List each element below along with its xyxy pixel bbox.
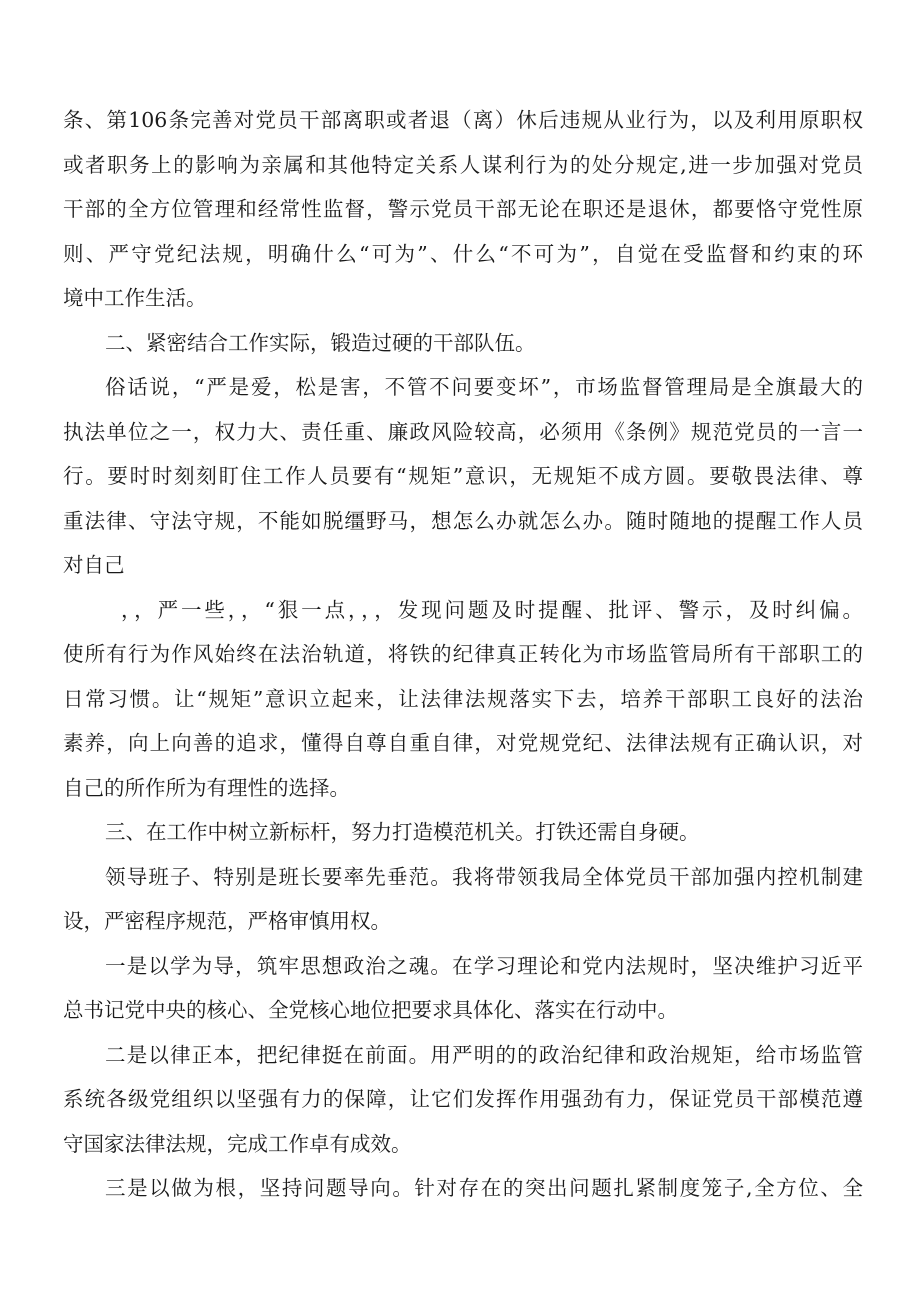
text-line: 俗话说，“严是爱，松是害，不管不问要变坏”，市场监督管理局是全旗最大的 (105, 375, 863, 399)
text-line: 使所有行为作风始终在法治轨道，将铁的纪律真正转化为市场监管局所有干部职工的 (63, 642, 863, 666)
text-line: 对自己 (63, 553, 125, 577)
text-line: 重法律、守法守规，不能如脱缰野马，想怎么办就怎么办。随时随地的提醒工作人员 (63, 508, 863, 533)
text-line: 日常习惯。让“规矩”意识立起来，让法律法规落实下去，培养干部职工良好的法治 (63, 686, 863, 711)
text-line: 三是以做为根，坚持问题导向。针对存在的突出问题扎紧制度笼子,全方位、全 (105, 1176, 863, 1200)
text-line: 干部的全方位管理和经常性监督，警示党员干部无论在职还是退休，都要恪守党性原 (63, 197, 863, 221)
section-heading: 二、紧密结合工作实际，锻造过硬的干部队伍。 (105, 330, 536, 355)
text-line: 境中工作生活。 (63, 286, 207, 310)
text-line: 自己的所作所为有理性的选择。 (63, 775, 350, 800)
document-body (63, 98, 863, 1211)
text-line: 二是以律正本，把纪律挺在前面。用严明的的政治纪律和政治规矩，给市场监管 (105, 1042, 863, 1067)
text-line: 系统各级党组织以坚强有力的保障，让它们发挥作用强劲有力，保证党员干部模范遵 (63, 1087, 863, 1111)
text-line: 条、第106条完善对党员干部离职或者退（离）休后违规从业行为，以及利用原职权 (63, 108, 863, 132)
text-line: 行。要时时刻刻盯住工作人员要有“规矩”意识，无规矩不成方圆。要敬畏法律、尊 (63, 464, 863, 488)
text-line: ，，严一些，，“狠一点，，，发现问题及时提醒、批评、警示，及时纠偏。 (121, 597, 863, 622)
text-line: 素养，向上向善的追求，懂得自尊自重自律，对党规党纪、法律法规有正确认识，对 (63, 731, 863, 755)
text-line: 守国家法律法规，完成工作卓有成效。 (63, 1131, 412, 1156)
text-line: 领导班子、特别是班长要率先垂范。我将带领我局全体党员干部加强内控机制建 (105, 864, 863, 889)
section-heading: 三、在工作中树立新标杆，努力打造模范机关。打铁还需自身硬。 (105, 820, 700, 844)
text-line: 执法单位之一，权力大、责任重、廉政风险较高，必须用《条例》规范党员的一言一 (63, 419, 863, 444)
text-line: 总书记党中央的核心、全党核心地位把要求具体化、落实在行动中。 (63, 998, 678, 1022)
text-line: 或者职务上的影响为亲属和其他特定关系人谋利行为的处分规定,进一步加强对党员 (63, 152, 863, 177)
text-line: 则、严守党纪法规，明确什么“可为”、什么“不可为”，自觉在受监督和约束的环 (63, 241, 863, 266)
text-line: 一是以学为导，筑牢思想政治之魂。在学习理论和党内法规时，坚决维护习近平 (105, 953, 863, 978)
text-line: 设，严密程序规范，严格审慎用权。 (63, 909, 391, 933)
